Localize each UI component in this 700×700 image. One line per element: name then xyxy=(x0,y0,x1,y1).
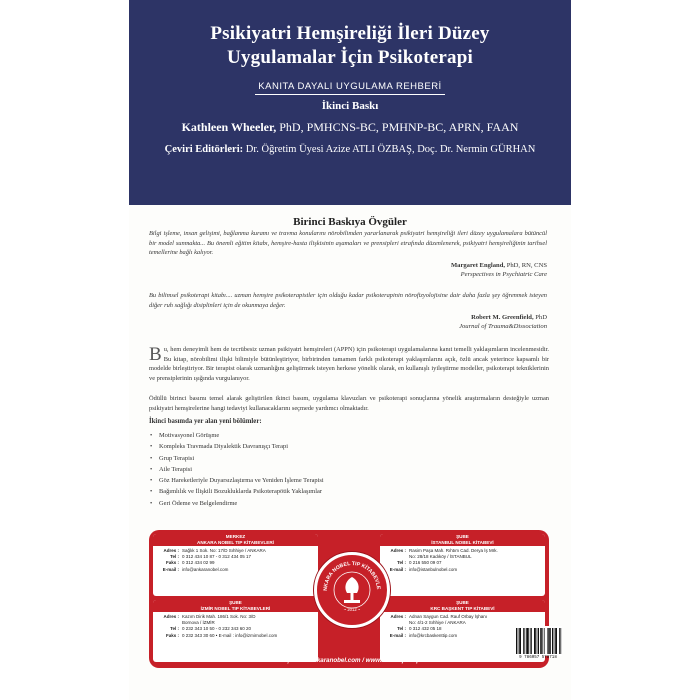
branch-details xyxy=(384,548,542,573)
branch-kind: ŞUBE xyxy=(229,600,242,605)
row-key: Tel : xyxy=(170,626,179,632)
list-item: • Grup Terapisi xyxy=(149,453,324,464)
branch-header xyxy=(153,534,318,546)
description-paragraph-1 xyxy=(149,345,549,383)
branch-name: ANKARA NOBEL TIP KİTABEVLERİ xyxy=(197,539,274,545)
row-value: No: 28/18 Kadıköy / İSTANBUL xyxy=(409,554,472,560)
row-key: E-mail : xyxy=(162,566,179,572)
row-key: Adres : xyxy=(163,614,179,619)
branch-row xyxy=(157,567,315,573)
title-line-2: Uygulamalar İçin Psikoterapi xyxy=(227,47,473,68)
book-title xyxy=(129,22,571,70)
book-back-cover xyxy=(129,0,571,700)
branch-row xyxy=(384,567,542,573)
branch-izmir xyxy=(153,600,318,662)
attrib-2-source: Journal of Trauma&Dissociation xyxy=(459,323,547,330)
row-key: E-mail : xyxy=(389,632,406,638)
attrib-1-source: Perspectives in Psychiatric Care xyxy=(460,271,547,278)
row-value: 0 312 432 05 18 xyxy=(409,626,442,632)
row-value: 0 312 434 02 99 xyxy=(182,560,215,566)
translators xyxy=(129,144,571,155)
drop-cap: B xyxy=(149,344,162,365)
attrib-1-cred: PhD, RN, CNS xyxy=(506,262,547,269)
book-edition: İkinci Baskı xyxy=(321,100,379,112)
row-value: 0 216 550 09 07 xyxy=(409,560,442,566)
row-key: Tel : xyxy=(397,626,406,632)
branch-name: İZMİR NOBEL TIP KİTABEVLERİ xyxy=(200,605,271,611)
branch-header xyxy=(380,534,545,546)
row-key: Faks : xyxy=(165,560,179,566)
row-value: Bornova / İZMİR xyxy=(182,620,215,626)
praise-attribution-2 xyxy=(459,313,547,331)
isbn-barcode xyxy=(514,626,562,656)
online-sales-footer[interactable]: Online Satış: www.ankaranobel.com / www.nobeltipkitaplari.com xyxy=(254,657,444,664)
translators-label: Çeviri Editörleri: xyxy=(164,144,244,155)
row-key: Faks : xyxy=(165,632,179,638)
row-value: Adnan Saygun Cad. Rauf Orbay İşhanı xyxy=(409,614,488,619)
list-item: • Geri Ödeme ve Belgelendirme xyxy=(149,498,324,509)
new-chapters-heading: İkinci basımda yer alan yeni bölümler: xyxy=(149,418,262,425)
branch-details xyxy=(157,548,315,573)
row-key: Adres : xyxy=(163,548,179,553)
row-value: 0 232 343 10 50 - 0 232 343 60 20 xyxy=(182,626,252,632)
attrib-2-cred: PhD xyxy=(535,314,547,321)
praise-quote-2: Bu bilimsel psikoterapi kitabı.... uzman hemşire psikoterapistler için olduğu kadar psikoterapinin nörofizyolojisine dair daha fazla şey öğrenmek isteyen diğer ruh sağlığı disiplinleri için de okunmaya değer. xyxy=(149,292,547,309)
author-name: Kathleen Wheeler, xyxy=(181,120,277,134)
list-item: • Motivasyonel Görüşme xyxy=(149,430,324,441)
branch-name: KRC BAŞKENT TIP KİTABEVİ xyxy=(430,605,495,611)
list-item: • Aile Terapisi xyxy=(149,464,324,475)
praise-quote-1: Bilgi işleme, insan gelişimi, bağlanma kuramı ve travma konularını nörobilimden yararlanarak psikiyatri hemşireliği ileri düzey uygulamalara bütüncül bir model sunmakta... Bu önemli eğitim kitabı, hemşire-hasta ilişkisinin aşamaları ve prensipleri etrafında düzenlenerek, psikiyatri hemşireliğinin tarihsel temellerine bağlı kalıyor. xyxy=(149,230,547,256)
list-item: • Göz Hareketleriyle Duyarsızlaştırma ve Yeniden İşleme Terapisi xyxy=(149,475,324,486)
branch-header xyxy=(153,600,318,612)
author-credentials: PhD, PMHCNS-BC, PMHNP-BC, APRN, FAAN xyxy=(279,120,519,134)
seal-graphic xyxy=(317,555,387,625)
book-subtitle: KANITA DAYALI UYGULAMA REHBERİ xyxy=(255,80,444,95)
branch-kind: ŞUBE xyxy=(456,600,469,605)
branch-header xyxy=(380,600,545,612)
isbn-number: 9 786057 578718 xyxy=(519,656,557,660)
barcode-icon xyxy=(514,626,562,656)
list-item: • Bağımlılık ve İlişkili Bozukluklarda Psikoterapötik Yaklaşımlar xyxy=(149,486,324,497)
branch-ankara xyxy=(153,534,318,596)
list-item: • Kompleks Travmada Diyalektik Davranışçı Terapi xyxy=(149,441,324,452)
branch-kind: ŞUBE xyxy=(456,534,469,539)
branch-kind: MERKEZ xyxy=(225,534,246,539)
row-value: Rasim Paşa Mah. Rıhtım Cad. Derya İş Mrk. xyxy=(409,548,498,553)
row-key: Tel : xyxy=(397,560,406,566)
praise-heading: Birinci Baskıya Övgüler xyxy=(293,216,407,228)
branch-details xyxy=(157,614,315,639)
book-author xyxy=(129,120,571,135)
attrib-2-name: Robert M. Greenfield, xyxy=(471,314,534,321)
row-key: Tel : xyxy=(170,554,179,560)
row-value: Sağlık 1 Sok. No: 17/D Sıhhiye / ANKARA xyxy=(182,548,266,553)
row-value[interactable]: info@istanbulnobel.com xyxy=(409,566,458,572)
row-value[interactable]: info@ankaranobel.com xyxy=(182,566,229,572)
row-key: Adres : xyxy=(390,614,406,619)
bookstore-seal-logo xyxy=(314,552,390,628)
attrib-1-name: Margaret England, xyxy=(450,262,506,269)
row-value[interactable]: info@krcbaskenttip.com xyxy=(409,632,458,638)
branch-istanbul xyxy=(380,534,545,596)
row-key: E-mail : xyxy=(389,566,406,572)
seal-text: NKARA NOBEL TIP KİTABEVLE xyxy=(322,560,382,591)
branch-name: İSTANBUL NOBEL KİTABEVİ xyxy=(431,539,494,545)
description-paragraph-2: Ödüllü birinci basımı temel alarak geliştirilen ikinci basım, uygulama klavuzları ve psikoterapi sonuçlarına yönelik araştırmaların desteğiyle uzman psikiyatri hemşirelerine hangi tedaviyi kullanacaklarını seçmede yardımcı olmaktadır. xyxy=(149,395,549,412)
title-line-1: Psikiyatri Hemşireliği İleri Düzey xyxy=(210,23,490,44)
row-value: No: 4/1-2 Sıhhiye / ANKARA xyxy=(409,620,466,626)
paragraph-1-text: u, hem deneyimli hem de tecrübesiz uzman psikiyatri hemşireleri (APPN) için psikoterapi uygulamalarına kanıt temelli yaklaşımların incelenmesidir. Bu kitap, nörobilimi ilişki bilimiyle bütünleştiriyor, birbirinden tamamen farklı psikoterapi yaklaşımlarını açık, özlü ancak yeterince kapsamlı bir modelde birleştiriyor. Bir terapist olarak uzmanlığını geliştirmek isteyen herkese yönelik olarak, en kullanışlı iyileştirme modeller, psikoterapi tekniklerinin ve prensiplerinin ışığında vurgulanıyor. xyxy=(149,346,549,382)
translators-names: Dr. Öğretim Üyesi Azize ATLI ÖZBAŞ, Doç. Dr. Nermin GÜRHAN xyxy=(245,144,536,155)
row-value: 0 232 343 30 60 • E-mail : info@izmirnobel.com xyxy=(182,632,278,638)
row-value: 0 312 434 10 87 - 0 312 434 05 17 xyxy=(182,554,252,560)
seal-year: ~ 2012 ~ xyxy=(343,607,361,612)
new-chapters-list xyxy=(149,430,324,509)
branch-row xyxy=(157,633,315,639)
row-key: Adres : xyxy=(390,548,406,553)
row-value: Kazım Dirik Mah. 186/1 Sok. No: 3/D xyxy=(182,614,256,619)
praise-attribution-1 xyxy=(451,261,547,279)
cover-header xyxy=(129,0,571,205)
bookstore-promo xyxy=(149,530,549,668)
